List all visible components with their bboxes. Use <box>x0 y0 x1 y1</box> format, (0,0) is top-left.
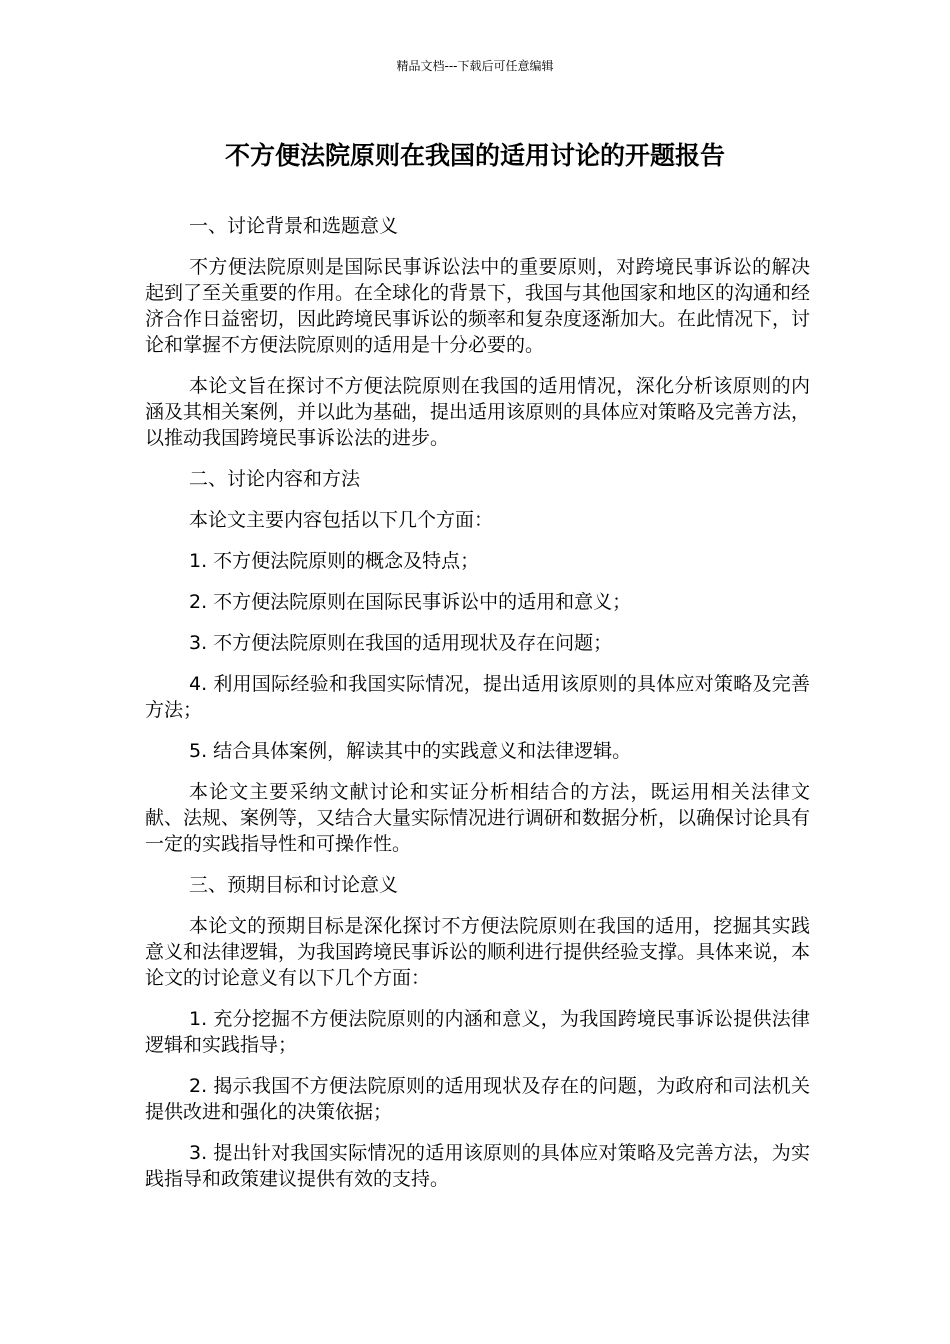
paragraph: 本论文旨在探讨不方便法院原则在我国的适用情况，深化分析该原则的内涵及其相关案例，并以此为基础，提出适用该原则的具体应对策略及完善方法，以推动我国跨境民事诉讼法的进步。 <box>145 375 811 449</box>
list-item: 3. 提出针对我国实际情况的适用该原则的具体应对策略及完善方法，为实践指导和政策建议提供有效的支持。 <box>145 1142 810 1190</box>
page-header: 精品文档---下载后可任意编辑 <box>396 59 554 73</box>
paragraph: 不方便法院原则是国际民事诉讼法中的重要原则，对跨境民事诉讼的解决起到了至关重要的作用。在全球化的背景下，我国与其他国家和地区的沟通和经济合作日益密切，因此跨境民事诉讼的频率和复杂度逐渐加大。在此情况下，讨论和掌握不方便法院原则的适用是十分必要的。 <box>145 256 811 356</box>
list-item: 5. 结合具体案例，解读其中的实践意义和法律逻辑。 <box>189 740 632 762</box>
section-heading-3: 三、预期目标和讨论意义 <box>189 874 399 896</box>
list-item: 2. 揭示我国不方便法院原则的适用现状及存在的问题，为政府和司法机关提供改进和强化的决策依据； <box>145 1075 810 1123</box>
list-item: 3. 不方便法院原则在我国的适用现状及存在问题； <box>189 632 613 654</box>
list-item: 1. 充分挖掘不方便法院原则的内涵和意义，为我国跨境民事诉讼提供法律逻辑和实践指导； <box>145 1008 810 1056</box>
document-body <box>145 213 810 1207</box>
section-heading-1: 一、讨论背景和选题意义 <box>189 215 399 237</box>
paragraph: 本论文的预期目标是深化探讨不方便法院原则在我国的适用，挖掘其实践意义和法律逻辑，为我国跨境民事诉讼的顺利进行提供经验支撑。具体来说，本论文的讨论意义有以下几个方面： <box>145 915 811 989</box>
document-title: 不方便法院原则在我国的适用讨论的开题报告 <box>224 141 725 170</box>
paragraph: 本论文主要内容包括以下几个方面： <box>189 509 494 531</box>
list-item: 1. 不方便法院原则的概念及特点； <box>189 550 480 572</box>
section-heading-2: 二、讨论内容和方法 <box>189 468 361 490</box>
list-item: 4. 利用国际经验和我国实际情况，提出适用该原则的具体应对策略及完善方法； <box>145 673 810 721</box>
list-item: 2. 不方便法院原则在国际民事诉讼中的适用和意义； <box>189 591 632 613</box>
paragraph: 本论文主要采纳文献讨论和实证分析相结合的方法，既运用相关法律文献、法规、案例等，又结合大量实际情况进行调研和数据分析，以确保讨论具有一定的实践指导性和可操作性。 <box>145 781 811 855</box>
